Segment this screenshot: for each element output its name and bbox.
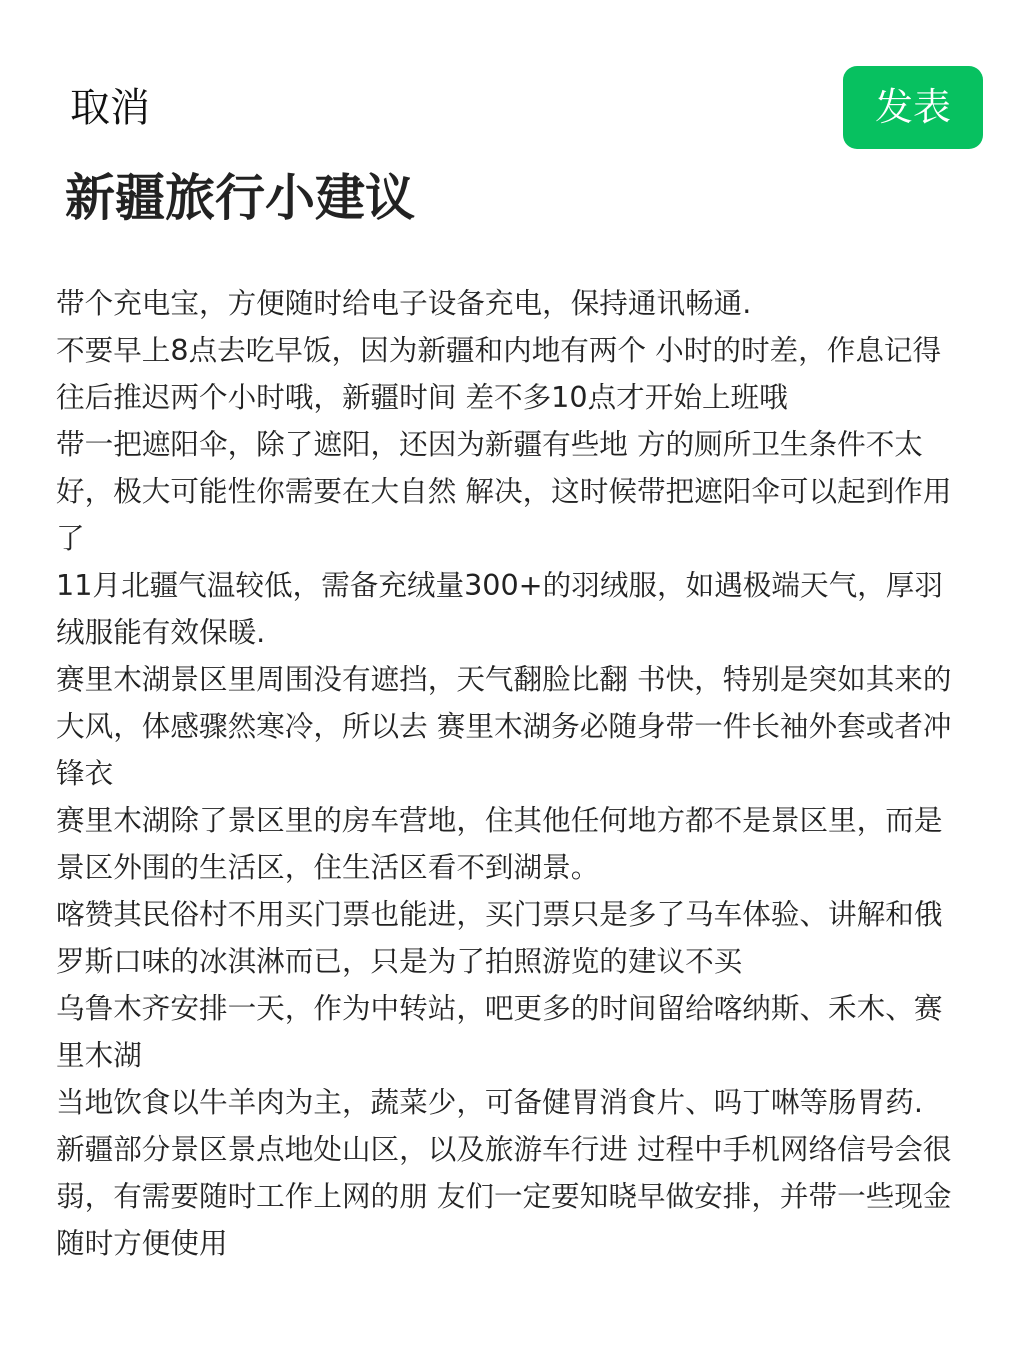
paragraph-2: 不要早上8点去吃早饭，因为新疆和内地有两个 小时的时差，作息记得往后推迟两个小时哦，新疆时间 差不多10点才开始上班哦 [56, 333, 942, 414]
paragraph-10: 新疆部分景区景点地处山区，以及旅游车行进 过程中手机网络信号会很弱，有需要随时工作上网的朋 友们一定要知晓早做安排，并带一些现金随时方便使用 [56, 1132, 952, 1260]
paragraph-5: 赛里木湖景区里周围没有遮挡，天气翻脸比翻 书快，特别是突如其来的大风，体感骤然寒冷，所以去 赛里木湖务必随身带一件长袖外套或者冲锋衣 [56, 662, 952, 790]
cancel-button[interactable]: 取消 [70, 85, 150, 131]
paragraph-3: 带一把遮阳伞，除了遮阳，还因为新疆有些地 方的厕所卫生条件不太好，极大可能性你需要在大自然 解决，这时候带把遮阳伞可以起到作用了 [56, 427, 952, 555]
top-bar [0, 0, 1024, 160]
paragraph-1: 带个充电宝，方便随时给电子设备充电，保持通讯畅通. [56, 286, 752, 320]
paragraph-9: 当地饮食以牛羊肉为主，蔬菜少，可备健胃消食片、吗丁啉等肠胃药. [56, 1085, 923, 1119]
paragraph-6: 赛里木湖除了景区里的房车营地，住其他任何地方都不是景区里，而是景区外围的生活区，住生活区看不到湖景。 [56, 803, 943, 884]
paragraph-7: 喀赞其民俗村不用买门票也能进，买门票只是多了马车体验、讲解和俄罗斯口味的冰淇淋而已，只是为了拍照游览的建议不买 [56, 897, 943, 978]
paragraph-8: 乌鲁木齐安排一天，作为中转站，吧更多的时间留给喀纳斯、禾木、赛里木湖 [56, 991, 943, 1072]
post-title[interactable]: 新疆旅行小建议 [65, 169, 415, 227]
publish-button[interactable]: 发表 [843, 66, 983, 149]
post-body[interactable] [56, 280, 968, 1267]
paragraph-4: 11月北疆气温较低，需备充绒量300+的羽绒服，如遇极端天气，厚羽绒服能有效保暖. [56, 568, 943, 649]
